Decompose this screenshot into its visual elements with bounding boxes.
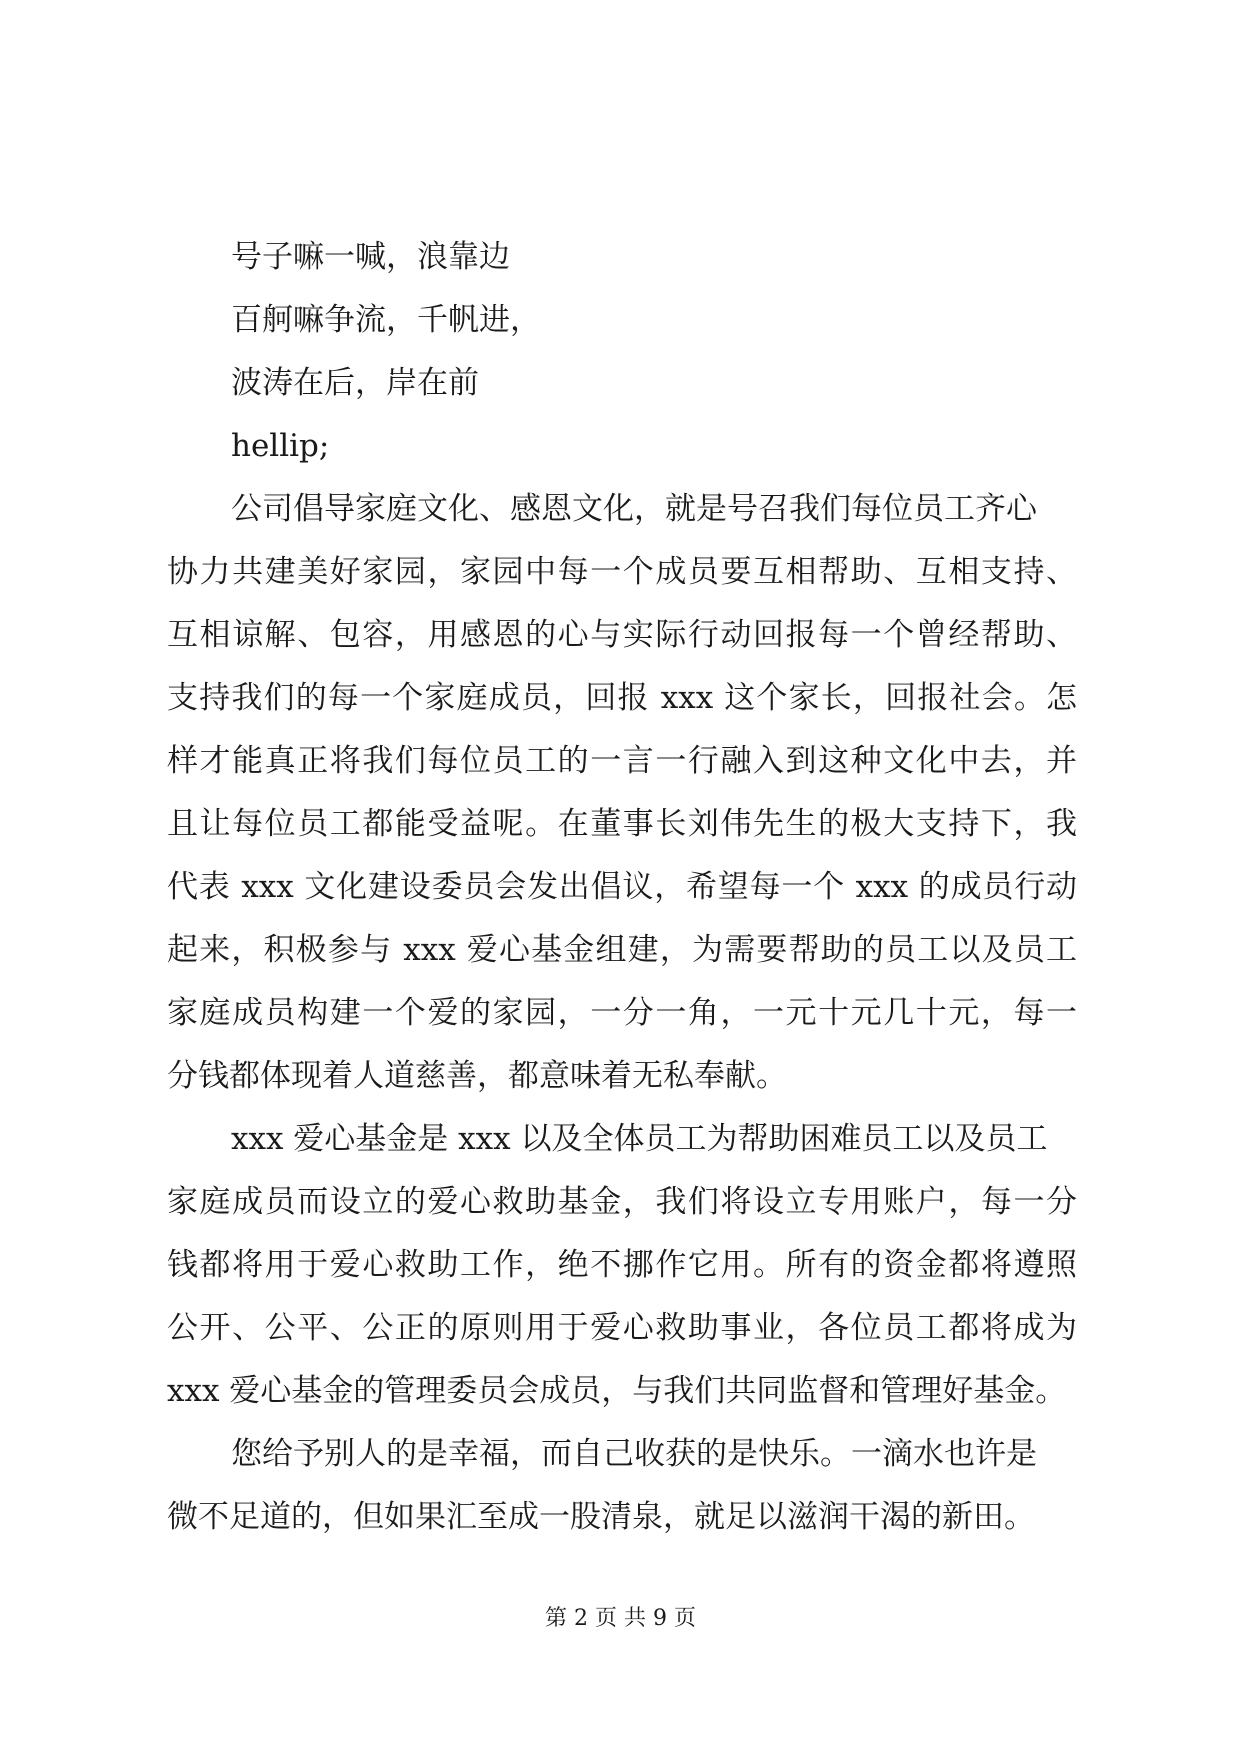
poem-line: 百舸嘛争流，千帆进， [231, 302, 541, 338]
paragraph-line: 且让每位员工都能受益呢。在董事长刘伟先生的极大支持下，我 [167, 806, 1077, 842]
paragraph-line: xxx 爱心基金是 xxx 以及全体员工为帮助困难员工以及员工 [231, 1121, 1048, 1157]
paragraph-line: 您给予别人的是幸福，而自己收获的是快乐。一滴水也许是 [231, 1436, 1037, 1472]
paragraph-line: 起来，积极参与 xxx 爱心基金组建，为需要帮助的员工以及员工 [167, 932, 1077, 968]
paragraph-line: 家庭成员而设立的爱心救助基金，我们将设立专用账户，每一分 [167, 1184, 1077, 1220]
paragraph-line: 代表 xxx 文化建设委员会发出倡议，希望每一个 xxx 的成员行动 [167, 869, 1077, 905]
poem-line: 号子嘛一喊，浪靠边 [231, 239, 510, 275]
paragraph-line: 公司倡导家庭文化、感恩文化，就是号召我们每位员工齐心 [231, 491, 1037, 527]
paragraph-line: 公开、公平、公正的原则用于爱心救助事业，各位员工都将成为 [167, 1310, 1077, 1346]
page-number-footer: 第 2 页 共 9 页 [545, 1606, 696, 1631]
paragraph-line: 分钱都体现着人道慈善，都意味着无私奉献。 [167, 1058, 787, 1094]
paragraph-line: 样才能真正将我们每位员工的一言一行融入到这种文化中去，并 [167, 743, 1077, 779]
paragraph-line: 微不足道的，但如果汇至成一股清泉，就足以滋润干渴的新田。 [167, 1499, 1035, 1535]
document-body [167, 226, 1077, 1549]
paragraph-line: 家庭成员构建一个爱的家园，一分一角，一元十元几十元，每一 [167, 995, 1077, 1031]
poem-block [167, 226, 1077, 478]
paragraph-line: 支持我们的每一个家庭成员，回报 xxx 这个家长，回报社会。怎 [167, 680, 1077, 716]
poem-line: 波涛在后，岸在前 [231, 365, 479, 401]
paragraph-2 [167, 1108, 1077, 1423]
paragraph-line: xxx 爱心基金的管理委员会成员，与我们共同监督和管理好基金。 [167, 1373, 1067, 1409]
paragraph-line: 协力共建美好家园，家园中每一个成员要互相帮助、互相支持、 [167, 554, 1077, 590]
paragraph-line: 钱都将用于爱心救助工作，绝不挪作它用。所有的资金都将遵照 [167, 1247, 1077, 1283]
paragraph-3 [167, 1423, 1077, 1549]
paragraph-1 [167, 478, 1077, 1108]
paragraph-line: 互相谅解、包容，用感恩的心与实际行动回报每一个曾经帮助、 [167, 617, 1077, 653]
poem-line: hellip; [231, 428, 330, 464]
